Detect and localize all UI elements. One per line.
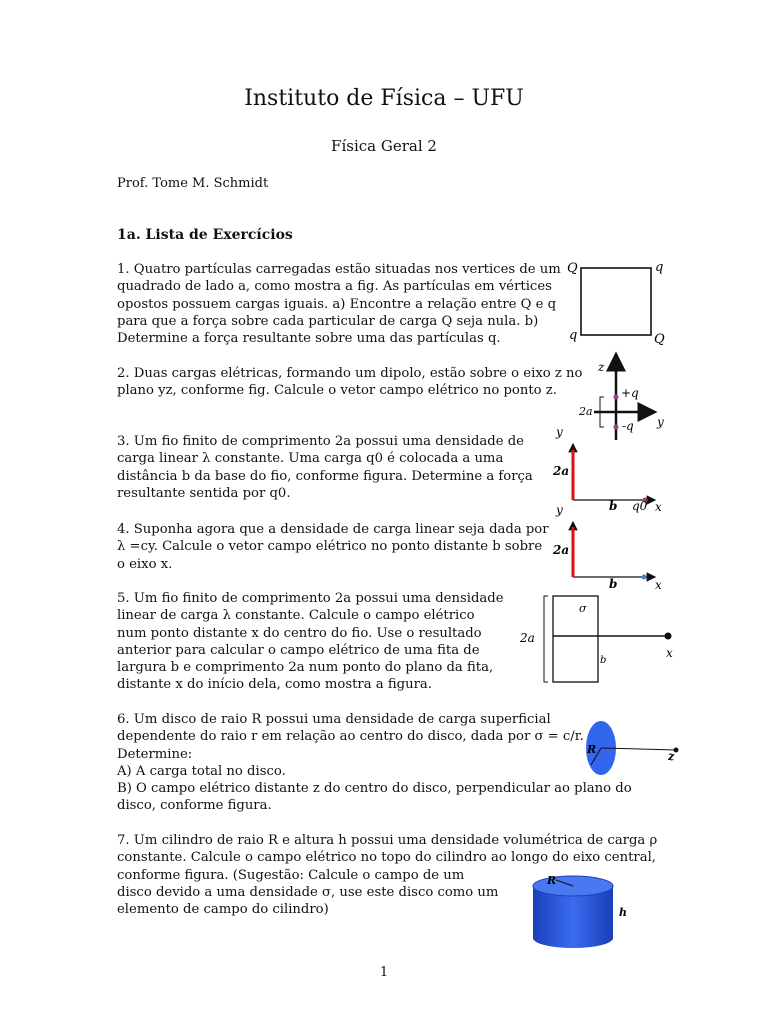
text-line: 3. Um fio finito de comprimento 2a possui uma densidade de xyxy=(117,434,524,449)
text-line: disco devido a uma densidade σ, use este disco como um xyxy=(117,884,499,900)
label-y: y xyxy=(556,425,563,439)
label-R: R xyxy=(547,874,557,887)
text-line: 1. Quatro partículas carregadas estão situadas nos vertices de um xyxy=(117,262,561,277)
text-line: dependente do raio r em relação ao centro do disco, dada por σ = c/r. xyxy=(117,729,584,745)
text-line: conforme figura. (Sugestão: Calcule o campo de um xyxy=(117,867,465,883)
length-bracket xyxy=(544,596,548,682)
figure-square-charges xyxy=(567,260,665,347)
label-x: x xyxy=(666,646,673,660)
text-line: distância b da base do fio, conforme figura. Determine a força xyxy=(117,468,533,484)
label-2a: 2a xyxy=(520,631,535,645)
label-Q-top-left: Q xyxy=(567,261,578,276)
list-title: 1a. Lista de Exercícios xyxy=(117,227,293,243)
label-plus-q: +q xyxy=(621,386,639,400)
text-line: B) O campo elétrico distante z do centro do disco, perpendicular ao plano do xyxy=(117,781,632,797)
page-number: 1 xyxy=(379,965,389,980)
text-line: para que a força sobre cada particular de carga Q seja nula. b) xyxy=(117,313,539,329)
label-q0: q0 xyxy=(632,499,648,513)
charge-plus xyxy=(614,395,619,400)
label-minus-q: -q xyxy=(622,419,634,433)
field-point xyxy=(665,633,672,640)
label-Q-bottom-right: Q xyxy=(654,332,665,347)
text-line: disco, conforme figura. xyxy=(117,798,272,814)
text-line: constante. Calcule o campo elétrico no topo do cilindro ao longo do eixo central, xyxy=(117,850,656,866)
label-b: b xyxy=(609,499,618,513)
page-title: Instituto de Física – UFU xyxy=(244,86,524,111)
text-line: quadrado de lado a, como mostra a fig. As partículas em vértices xyxy=(117,279,552,295)
label-R: R xyxy=(587,743,597,756)
label-z: z xyxy=(668,750,675,763)
label-2a: 2a xyxy=(579,405,593,418)
label-2a: 2a xyxy=(553,543,570,557)
text-line: carga linear λ constante. Uma carga q0 é colocada a uma xyxy=(117,451,504,467)
label-y: y xyxy=(657,415,664,429)
strip xyxy=(553,596,598,682)
label-q-bottom-left: q xyxy=(569,328,578,343)
label-x: x xyxy=(655,578,662,592)
page-subtitle: Física Geral 2 xyxy=(331,137,437,155)
text-line: num ponto distante x do centro do fio. Use o resultado xyxy=(117,625,482,641)
text-line: 5. Um fio finito de comprimento 2a possui uma densidade xyxy=(117,591,504,606)
label-2a: 2a xyxy=(553,464,570,478)
text-line: λ =cy. Calcule o vetor campo elétrico no ponto distante b sobre xyxy=(117,539,543,555)
text-line: 4. Suponha agora que a densidade de carga linear seja dada por xyxy=(117,522,549,537)
figure-disk xyxy=(586,721,679,775)
text-line: distante x do início dela, como mostra a figura. xyxy=(117,677,432,693)
text-line: Determine a força resultante sobre uma das partículas q. xyxy=(117,331,501,347)
text-line: linear de carga λ constante. Calcule o campo elétrico xyxy=(117,608,475,624)
text-line: Determine: xyxy=(117,746,193,762)
label-h: h xyxy=(619,906,627,919)
charge-minus xyxy=(614,425,619,430)
label-q-top-right: q xyxy=(655,260,664,275)
text-line: plano yz, conforme fig. Calcule o vetor campo elétrico no ponto z. xyxy=(117,383,557,399)
field-point xyxy=(674,748,679,753)
field-point xyxy=(642,575,647,580)
text-line: 2. Duas cargas elétricas, formando um dipolo, estão sobre o eixo z no xyxy=(117,366,583,381)
figure-wire-cy xyxy=(552,503,662,592)
text-line: resultante sentida por q0. xyxy=(117,485,291,501)
label-z: z xyxy=(598,360,605,374)
figure-charged-strip xyxy=(519,596,673,682)
text-line: elemento de campo do cilindro) xyxy=(117,902,329,918)
figure-cylinder xyxy=(533,874,627,948)
square xyxy=(581,268,651,335)
text-line: opostos possuem cargas iguais. a) Encontre a relação entre Q e q xyxy=(117,296,557,312)
label-b: b xyxy=(600,655,607,666)
label-b: b xyxy=(609,577,618,591)
text-line: 7. Um cilindro de raio R e altura h possui uma densidade volumétrica de carga ρ xyxy=(117,833,658,848)
text-line: A) A carga total no disco. xyxy=(117,763,286,779)
text-line: o eixo x. xyxy=(117,556,173,572)
label-sigma: σ xyxy=(579,602,587,615)
label-y: y xyxy=(556,503,563,517)
professor-name: Prof. Tome M. Schmidt xyxy=(117,176,269,191)
label-x: x xyxy=(655,500,662,514)
text-line: largura b e comprimento 2a num ponto do plano da fita, xyxy=(117,660,494,676)
figure-wire-q0 xyxy=(552,425,662,514)
figure-dipole xyxy=(578,354,664,440)
text-line: anterior para calcular o campo elétrico de uma fita de xyxy=(117,642,480,658)
text-line: 6. Um disco de raio R possui uma densidade de carga superficial xyxy=(117,712,551,727)
